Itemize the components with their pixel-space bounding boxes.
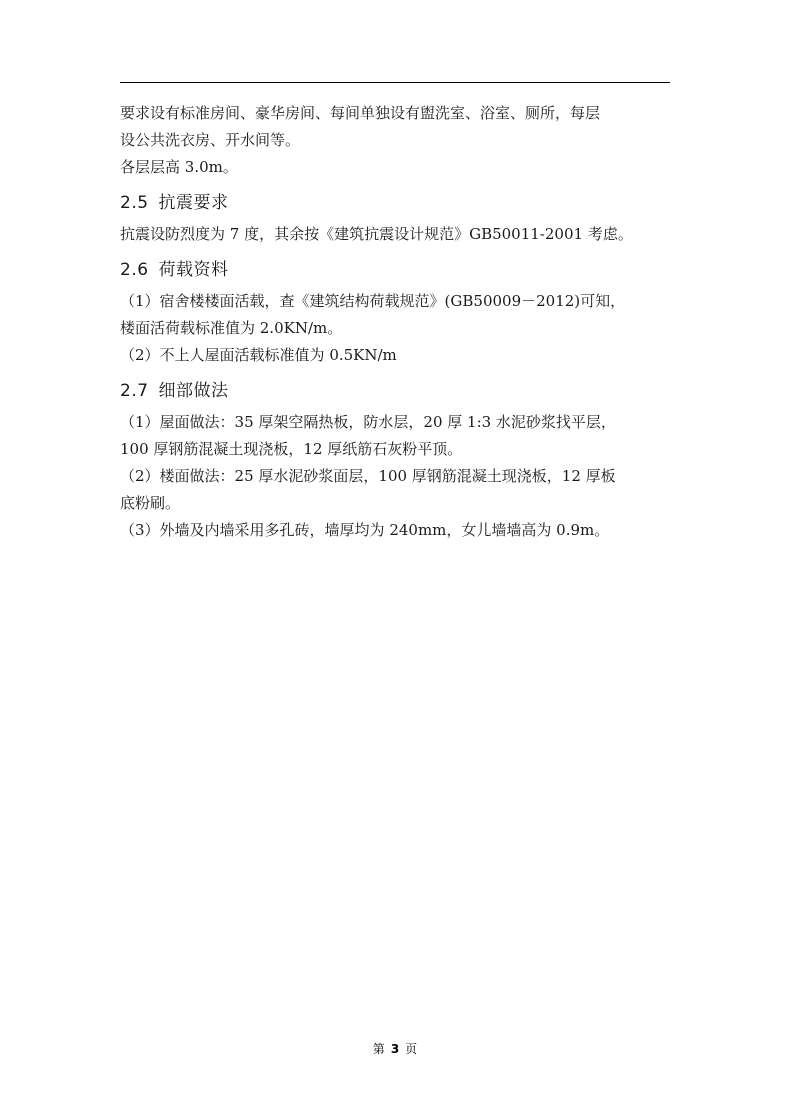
section-heading-2-5 [120,185,680,221]
page-number: 3 [390,1042,400,1056]
paragraph-line: （1）宿舍楼楼面活载，查《建筑结构荷载规范》(GB50009－2012)可知， [120,292,626,310]
footer-suffix: 页 [405,1042,418,1056]
intro-line: 各层层高 3.0m。 [120,158,238,176]
paragraph-line: （2）楼面做法：25 厚水泥砂浆面层，100 厚钢筋混凝土现浇板，12 厚板 [120,467,616,485]
paragraph-line: （3）外墙及内墙采用多孔砖，墙厚均为 240mm，女儿墙墙高为 0.9m。 [120,521,610,539]
intro-line: 设公共洗衣房、开水间等。 [120,131,301,149]
page-footer [0,1040,790,1057]
section-title: 抗震要求 [158,193,229,213]
section-heading-2-7 [120,373,680,409]
section-title: 荷载资料 [158,260,229,280]
section-number: 2.5 [120,193,149,213]
header-rule [120,82,670,83]
section-title: 细部做法 [158,381,229,401]
section-heading-2-6 [120,252,680,288]
section-number: 2.7 [120,381,149,401]
paragraph-line: （1）屋面做法：35 厚架空隔热板，防水层，20 厚 1:3 水泥砂浆找平层， [120,413,616,431]
page-body [120,100,680,544]
intro-line: 要求设有标准房间、豪华房间、每间单独设有盥洗室、浴室、厕所，每层 [120,104,601,122]
section-number: 2.6 [120,260,149,280]
paragraph-line: 抗震设防烈度为 7 度，其余按《建筑抗震设计规范》GB50011-2001 考虑。 [120,225,633,243]
paragraph-line: （2）不上人屋面活载标准值为 0.5KN/m [120,346,397,364]
footer-prefix: 第 [372,1042,385,1056]
paragraph-line: 100 厚钢筋混凝土现浇板，12 厚纸筋石灰粉平顶。 [120,440,463,458]
paragraph-line: 底粉刷。 [120,494,181,512]
paragraph-line: 楼面活荷载标准值为 2.0KN/m。 [120,319,343,337]
